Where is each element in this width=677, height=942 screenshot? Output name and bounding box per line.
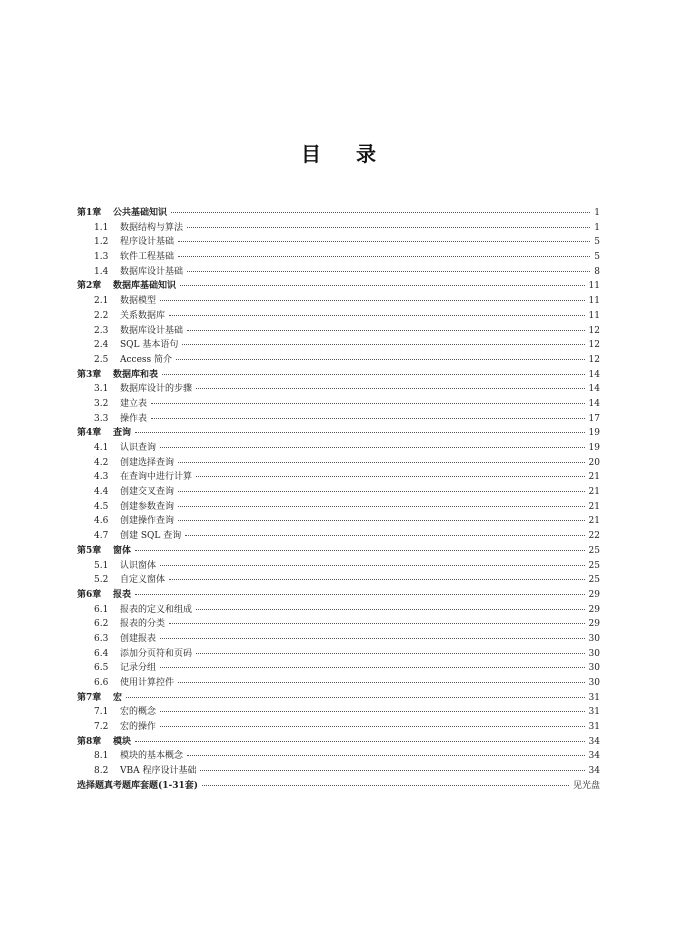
- toc-section-row[interactable]: [77, 412, 600, 427]
- toc-entry-page: 12: [588, 340, 600, 351]
- toc-entry-title: 自定义窗体: [120, 575, 166, 586]
- toc-entry-title: 创建报表: [120, 633, 157, 644]
- toc-section-row[interactable]: [77, 250, 600, 265]
- toc-entry-page: 14: [588, 369, 600, 380]
- toc-entry-number: 8.2: [94, 766, 109, 777]
- toc-section-row[interactable]: [77, 661, 600, 676]
- toc-entry-number: 第1章: [77, 208, 102, 218]
- toc-entry-page: 21: [588, 487, 600, 498]
- toc-entry-page: 31: [588, 692, 600, 703]
- toc-section-row[interactable]: [77, 353, 600, 368]
- toc-entry-number: 4.6: [94, 516, 109, 527]
- toc-section-row[interactable]: [77, 632, 600, 647]
- dot-leader: [178, 506, 585, 507]
- toc-section-row[interactable]: [77, 485, 600, 500]
- toc-entry-page: 22: [588, 531, 600, 542]
- toc-entry-number: 2.3: [94, 325, 109, 336]
- toc-entry-number: 1.1: [94, 222, 109, 233]
- toc-entry-title: 数据结构与算法: [120, 222, 184, 233]
- toc-entry-page: 5: [594, 252, 600, 263]
- toc-entry-title: 选择题真考题库套题(1-31套): [77, 780, 199, 791]
- toc-entry-page: 见光盘: [572, 780, 600, 791]
- toc-entry-page: 30: [588, 633, 600, 644]
- toc-entry-number: 6.4: [94, 648, 109, 659]
- toc-section-row[interactable]: [77, 749, 600, 764]
- toc-entry-page: 5: [594, 237, 600, 248]
- toc-entry-number: 2.5: [94, 354, 109, 365]
- toc-entry-title: 使用计算控件: [120, 678, 175, 688]
- toc-entry-number: 5.1: [94, 560, 109, 571]
- toc-chapter-row[interactable]: [77, 588, 600, 603]
- toc-entry-page: 34: [588, 736, 600, 747]
- toc-section-row[interactable]: [77, 397, 600, 412]
- toc-entry-title: 查询: [113, 428, 132, 439]
- toc-entry-number: 4.2: [94, 457, 109, 468]
- toc-entry-page: 8: [594, 266, 600, 277]
- toc-entry-title: 模块: [113, 736, 132, 747]
- dot-leader: [200, 770, 584, 771]
- toc-entry-number: 7.1: [94, 707, 109, 718]
- toc-entry-number: 4.1: [94, 443, 109, 453]
- toc-section-row[interactable]: [77, 764, 600, 779]
- dot-leader: [187, 330, 585, 331]
- toc-chapter-row[interactable]: [77, 426, 600, 441]
- dot-leader: [178, 520, 585, 521]
- toc-entry-page: 30: [588, 663, 600, 674]
- toc-entry-number: 1.2: [94, 237, 109, 248]
- toc-entry-number: 2.2: [94, 310, 109, 321]
- toc-chapter-row[interactable]: [77, 279, 600, 294]
- toc-entry-number: 6.6: [94, 678, 109, 688]
- toc-entry-number: 第4章: [77, 428, 102, 439]
- toc-entry-title: Access 简介: [120, 354, 173, 365]
- dot-leader: [187, 271, 590, 272]
- toc-entry-title: 建立表: [120, 398, 148, 409]
- toc-section-row[interactable]: [77, 470, 600, 485]
- toc-chapter-row[interactable]: [77, 691, 600, 706]
- toc-entry-title: 数据库设计基础: [120, 325, 184, 336]
- toc-entry-title: 操作表: [120, 413, 148, 424]
- toc-entry-number: 6.3: [94, 633, 109, 644]
- toc-entry-title: 添加分页符和页码: [120, 648, 193, 659]
- toc-section-row[interactable]: [77, 221, 600, 236]
- dot-leader: [169, 579, 585, 580]
- dot-leader: [178, 682, 585, 683]
- toc-entry-title: 数据库设计的步骤: [120, 384, 193, 395]
- toc-entry-title: 创建选择查询: [120, 457, 175, 468]
- toc-entry-title: 创建交叉查询: [120, 487, 175, 498]
- toc-entry-number: 4.4: [94, 487, 109, 498]
- dot-leader: [196, 476, 585, 477]
- toc-entry-title: 创建参数查询: [120, 501, 175, 512]
- toc-section-row[interactable]: [77, 720, 600, 735]
- dot-leader: [176, 359, 585, 360]
- toc-entry-number: 2.1: [94, 296, 109, 307]
- toc-entry-number: 4.3: [94, 472, 109, 483]
- toc-entry-title: 创建 SQL 查询: [120, 531, 182, 542]
- dot-leader: [126, 697, 585, 698]
- toc-appendix-row[interactable]: [77, 779, 600, 794]
- toc-entry-number: 7.2: [94, 722, 109, 733]
- dot-leader: [135, 741, 585, 742]
- toc-entry-title: 记录分组: [120, 663, 157, 674]
- toc-section-row[interactable]: [77, 265, 600, 280]
- toc-entry-title: 数据库设计基础: [120, 266, 184, 277]
- dot-leader: [187, 755, 585, 756]
- toc-entry-number: 4.5: [94, 501, 109, 512]
- toc-entry-title: 软件工程基础: [120, 252, 175, 263]
- dot-leader: [135, 594, 585, 595]
- toc-section-row[interactable]: [77, 603, 600, 618]
- dot-leader: [182, 344, 584, 345]
- toc-entry-title: VBA 程序设计基础: [120, 766, 197, 777]
- toc-entry-page: 31: [588, 707, 600, 718]
- toc-entry-page: 21: [588, 501, 600, 512]
- dot-leader: [178, 256, 590, 257]
- dot-leader: [160, 300, 585, 301]
- toc-entry-number: 5.2: [94, 575, 109, 586]
- toc-entry-title: 公共基础知识: [113, 208, 168, 218]
- toc-entry-page: 1: [594, 208, 600, 218]
- dot-leader: [187, 227, 590, 228]
- toc-entry-title: 报表的定义和组成: [120, 604, 193, 615]
- toc-entry-page: 19: [588, 428, 600, 439]
- toc-entry-number: 第7章: [77, 692, 102, 703]
- toc-entry-page: 11: [588, 310, 600, 321]
- toc-entry-title: 创建操作查询: [120, 516, 175, 527]
- toc-section-row[interactable]: [77, 676, 600, 691]
- toc-entry-page: 29: [588, 619, 600, 630]
- toc-entry-number: 3.1: [94, 384, 109, 395]
- toc-entry-title: 数据库和表: [113, 369, 159, 380]
- dot-leader: [160, 667, 585, 668]
- dot-leader: [196, 388, 585, 389]
- dot-leader: [162, 374, 585, 375]
- toc-entry-number: 第5章: [77, 545, 102, 556]
- toc-entry-page: 25: [588, 575, 600, 586]
- toc-entry-title: 宏: [113, 692, 123, 703]
- dot-leader: [160, 726, 585, 727]
- dot-leader: [171, 212, 590, 213]
- toc-entry-page: 34: [588, 766, 600, 777]
- toc-chapter-row[interactable]: [77, 735, 600, 750]
- toc-section-row[interactable]: [77, 559, 600, 574]
- toc-entry-page: 12: [588, 354, 600, 365]
- dot-leader: [178, 462, 585, 463]
- toc-entry-page: 21: [588, 472, 600, 483]
- toc-entry-title: 窗体: [113, 545, 132, 556]
- toc-entry-page: 12: [588, 325, 600, 336]
- toc-entry-title: 宏的操作: [120, 722, 157, 733]
- toc-entry-page: 14: [588, 384, 600, 395]
- toc-section-row[interactable]: [77, 456, 600, 471]
- toc-entry-title: 数据库基础知识: [113, 281, 177, 292]
- toc-entry-title: 认识查询: [120, 443, 157, 453]
- toc-entry-title: 认识窗体: [120, 560, 157, 571]
- toc-section-row[interactable]: [77, 500, 600, 515]
- dot-leader: [178, 241, 590, 242]
- toc-entry-number: 第3章: [77, 369, 102, 380]
- toc-section-row[interactable]: [77, 324, 600, 339]
- toc-entry-title: 报表: [113, 589, 132, 600]
- toc-entry-page: 14: [588, 398, 600, 409]
- toc-entry-number: 第6章: [77, 589, 102, 600]
- toc-section-row[interactable]: [77, 235, 600, 250]
- dot-leader: [196, 653, 585, 654]
- toc-entry-page: 30: [588, 648, 600, 659]
- dot-leader: [169, 315, 585, 316]
- toc-entry-number: 1.3: [94, 252, 109, 263]
- toc-entry-number: 8.1: [94, 751, 109, 762]
- toc-entry-number: 6.1: [94, 604, 109, 615]
- toc-section-row[interactable]: [77, 294, 600, 309]
- page-title: 目 录: [301, 142, 390, 166]
- toc-chapter-row[interactable]: [77, 206, 600, 221]
- toc-section-row[interactable]: [77, 441, 600, 456]
- toc-chapter-row[interactable]: [77, 368, 600, 383]
- toc-entry-number: 6.2: [94, 619, 109, 630]
- dot-leader: [185, 535, 584, 536]
- dot-leader: [151, 418, 585, 419]
- toc-entry-number: 2.4: [94, 340, 109, 351]
- dot-leader: [202, 785, 569, 786]
- dot-leader: [135, 550, 585, 551]
- toc-entry-number: 3.2: [94, 398, 109, 409]
- toc-entry-page: 25: [588, 560, 600, 571]
- toc-section-row[interactable]: [77, 514, 600, 529]
- toc-entry-title: 数据模型: [120, 296, 157, 307]
- toc-entry-page: 34: [588, 751, 600, 762]
- toc-entry-number: 第8章: [77, 736, 102, 747]
- toc-entry-page: 1: [594, 222, 600, 233]
- dot-leader: [169, 623, 585, 624]
- toc-entry-page: 29: [588, 589, 600, 600]
- toc-section-row[interactable]: [77, 309, 600, 324]
- dot-leader: [160, 638, 585, 639]
- dot-leader: [135, 432, 585, 433]
- toc-entry-page: 20: [588, 457, 600, 468]
- dot-leader: [196, 609, 585, 610]
- toc-section-row[interactable]: [77, 529, 600, 544]
- toc-section-row[interactable]: [77, 573, 600, 588]
- toc-entry-title: 模块的基本概念: [120, 751, 184, 762]
- dot-leader: [160, 447, 585, 448]
- toc-entry-title: SQL 基本语句: [120, 340, 179, 351]
- dot-leader: [160, 711, 585, 712]
- dot-leader: [151, 403, 585, 404]
- toc-entry-page: 11: [588, 281, 600, 292]
- dot-leader: [178, 491, 585, 492]
- toc-chapter-row[interactable]: [77, 544, 600, 559]
- toc-entry-number: 第2章: [77, 281, 102, 292]
- toc-entry-title: 宏的概念: [120, 707, 157, 718]
- toc-entry-page: 17: [588, 413, 600, 424]
- toc-section-row[interactable]: [77, 382, 600, 397]
- toc-entry-page: 19: [588, 443, 600, 453]
- table-of-contents: [77, 206, 600, 794]
- toc-entry-number: 1.4: [94, 266, 109, 277]
- toc-entry-title: 在查询中进行计算: [120, 472, 193, 483]
- toc-entry-number: 4.7: [94, 531, 109, 542]
- toc-section-row[interactable]: [77, 617, 600, 632]
- toc-entry-page: 30: [588, 678, 600, 688]
- toc-section-row[interactable]: [77, 338, 600, 353]
- toc-entry-page: 21: [588, 516, 600, 527]
- toc-section-row[interactable]: [77, 705, 600, 720]
- toc-entry-page: 25: [588, 545, 600, 556]
- toc-entry-title: 报表的分类: [120, 619, 166, 630]
- toc-entry-page: 31: [588, 722, 600, 733]
- toc-entry-title: 关系数据库: [120, 310, 166, 321]
- dot-leader: [180, 285, 585, 286]
- toc-entry-page: 29: [588, 604, 600, 615]
- toc-entry-title: 程序设计基础: [120, 237, 175, 248]
- toc-entry-number: 6.5: [94, 663, 109, 674]
- toc-entry-number: 3.3: [94, 413, 109, 424]
- dot-leader: [160, 565, 585, 566]
- toc-section-row[interactable]: [77, 647, 600, 662]
- toc-entry-page: 11: [588, 296, 600, 307]
